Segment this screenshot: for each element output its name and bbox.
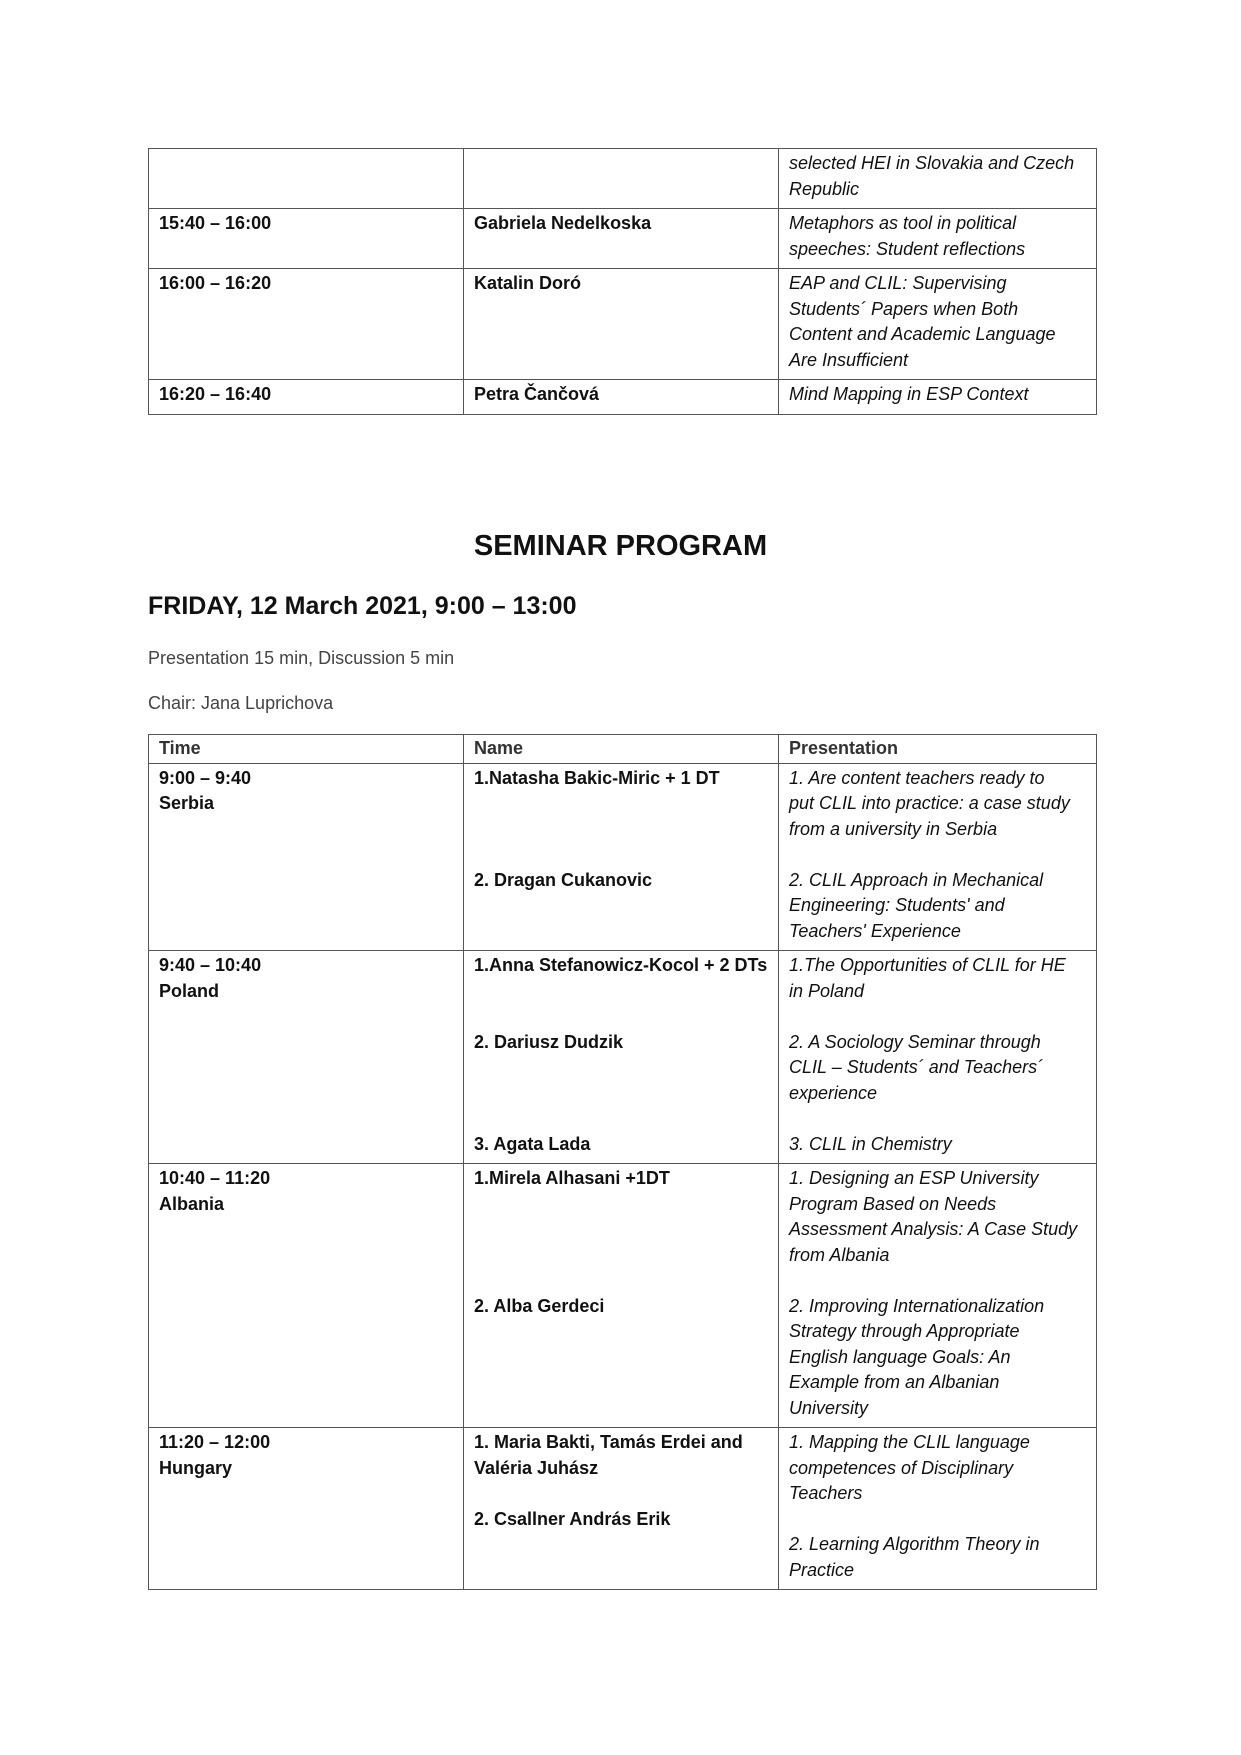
name-cell (464, 209, 779, 269)
presentation-title-line: Example from an Albanian (789, 1372, 1000, 1392)
presentation-title-line: Practice (789, 1559, 855, 1580)
presentation-title-line: Mind Mapping in ESP Context (789, 384, 1029, 404)
presentation-cell (779, 1164, 1097, 1428)
presenter-name: 2. Alba Gerdeci (474, 1295, 605, 1316)
presentation-cell (779, 380, 1097, 415)
presentation-title-line: Teachers' Experience (789, 920, 961, 941)
table-row (149, 1164, 1097, 1428)
name-cell (464, 269, 779, 380)
table-row (149, 269, 1097, 380)
presenter-name: 2. Dariusz Dudzik (474, 1031, 624, 1052)
presentation-title-line: selected HEI in Slovakia and Czech (789, 153, 1075, 173)
presentation-cell (779, 269, 1097, 380)
presentation-title-line: speeches: Student reflections (789, 238, 1026, 259)
name-cell (464, 1164, 779, 1428)
name-cell (464, 380, 779, 415)
blank-line (789, 1268, 1086, 1294)
header-presentation: Presentation (779, 735, 1097, 764)
continued-program-table (148, 148, 1097, 415)
blank-line (474, 1481, 768, 1507)
presenter-name: 3. Agata Lada (474, 1133, 591, 1154)
presenter-name: 1.Mirela Alhasani +1DT (474, 1168, 670, 1188)
blank-line (474, 791, 768, 817)
time-slot: 9:40 – 10:40 (159, 955, 262, 975)
time-cell (149, 209, 464, 269)
presentation-title-line: 2. Learning Algorithm Theory in (789, 1534, 1040, 1554)
presenter-name: Katalin Doró (474, 273, 582, 293)
blank-line (474, 817, 768, 843)
presentation-title-line: CLIL – Students´ and Teachers´ (789, 1057, 1044, 1077)
presentation-title-line: English language Goals: An (789, 1346, 1011, 1367)
seminar-program-body (149, 763, 1097, 1590)
presentation-title-line: Republic (789, 178, 860, 199)
table-row (149, 763, 1097, 951)
blank-line (474, 1192, 768, 1218)
presentation-title-line: from a university in Serbia (789, 818, 998, 839)
time-cell (149, 763, 464, 951)
continued-program-body (149, 149, 1097, 415)
presentation-title-line: Are Insufficient (789, 349, 909, 370)
time-slot: 10:40 – 11:20 (159, 1168, 271, 1188)
presentation-title-line: Content and Academic Language (789, 324, 1056, 344)
blank-line (474, 1004, 768, 1030)
time-slot: 11:20 – 12:00 (159, 1432, 271, 1452)
blank-line (789, 842, 1086, 868)
presenter-name: Valéria Juhász (474, 1457, 599, 1478)
blank-line (789, 1507, 1086, 1533)
country-name: Hungary (159, 1457, 233, 1478)
time-cell (149, 951, 464, 1164)
table-row (149, 149, 1097, 209)
presentation-title-line: Teachers (789, 1483, 863, 1503)
time-cell (149, 1428, 464, 1590)
name-cell (464, 951, 779, 1164)
table-row (149, 951, 1097, 1164)
chair-note: Chair: Jana Luprichova (148, 693, 334, 713)
blank-line (474, 1055, 768, 1081)
presentation-title-line: Assessment Analysis: A Case Study (789, 1219, 1078, 1239)
presentation-title-line: Program Based on Needs (789, 1193, 997, 1214)
presenter-name: 2. Csallner András Erik (474, 1508, 671, 1529)
name-cell (464, 763, 779, 951)
blank-line (474, 1243, 768, 1269)
presentation-title-line: Strategy through Appropriate (789, 1321, 1020, 1341)
country-name: Poland (159, 980, 220, 1001)
blank-line (789, 1106, 1086, 1132)
presentation-title-line: 1. Designing an ESP University (789, 1168, 1039, 1188)
page-title: SEMINAR PROGRAM (473, 530, 768, 562)
presentation-cell (779, 149, 1097, 209)
presentation-title-line: 1.The Opportunities of CLIL for HE (789, 955, 1066, 975)
blank-line (474, 842, 768, 868)
presentation-cell (779, 1428, 1097, 1590)
presentation-title-line: experience (789, 1082, 878, 1103)
time-cell (149, 1164, 464, 1428)
presentation-title-line: from Albania (789, 1244, 890, 1265)
blank-line (474, 1217, 768, 1243)
presentation-title-line: put CLIL into practice: a case study (789, 793, 1070, 813)
time-cell (149, 149, 464, 209)
name-cell (464, 149, 779, 209)
presentation-title-line: 1. Mapping the CLIL language (789, 1432, 1030, 1452)
country-name: Albania (159, 1193, 225, 1214)
presenter-name: 1.Anna Stefanowicz-Kocol + 2 DTs (474, 955, 768, 975)
presentation-cell (779, 763, 1097, 951)
presenter-name: Petra Čančová (474, 384, 600, 404)
table-row (149, 380, 1097, 415)
time-slot: 16:20 – 16:40 (159, 384, 272, 404)
name-cell (464, 1428, 779, 1590)
header-time: Time (149, 735, 464, 764)
header-name: Name (464, 735, 779, 764)
time-slot: 9:00 – 9:40 (159, 767, 252, 788)
presentation-title-line: Students´ Papers when Both (789, 298, 1019, 319)
table-header-row (149, 735, 1097, 764)
presentation-title-line: 2. Improving Internationalization (789, 1295, 1045, 1316)
blank-line (474, 1268, 768, 1294)
presentation-cell (779, 209, 1097, 269)
table-row (149, 209, 1097, 269)
presentation-title-line: in Poland (789, 980, 865, 1001)
duration-note: Presentation 15 min, Discussion 5 min (148, 648, 455, 668)
presenter-name: 2. Dragan Cukanovic (474, 869, 653, 890)
country-name: Serbia (159, 793, 215, 813)
blank-line (474, 979, 768, 1005)
blank-line (474, 1081, 768, 1107)
time-slot: 15:40 – 16:00 (159, 213, 272, 233)
time-cell (149, 269, 464, 380)
presentation-title-line: 1. Are content teachers ready to (789, 767, 1045, 788)
presentation-title-line: 2. A Sociology Seminar through (789, 1031, 1041, 1052)
session-date-heading: FRIDAY, 12 March 2021, 9:00 – 13:00 (148, 592, 577, 620)
blank-line (789, 1004, 1086, 1030)
presentation-title-line: 2. CLIL Approach in Mechanical (789, 869, 1044, 890)
presentation-title-line: Engineering: Students' and (789, 895, 1005, 915)
presentation-title-line: University (789, 1397, 869, 1418)
presentation-title-line: Metaphors as tool in political (789, 213, 1017, 233)
presentation-cell (779, 951, 1097, 1164)
presenter-name: Gabriela Nedelkoska (474, 213, 652, 233)
blank-line (474, 1106, 768, 1132)
seminar-program-table (148, 734, 1097, 1590)
time-cell (149, 380, 464, 415)
presenter-name: 1. Maria Bakti, Tamás Erdei and (474, 1432, 743, 1452)
presentation-title-line: 3. CLIL in Chemistry (789, 1133, 952, 1154)
time-slot: 16:00 – 16:20 (159, 273, 272, 293)
presenter-name: 1.Natasha Bakic-Miric + 1 DT (474, 767, 720, 788)
table-row (149, 1428, 1097, 1590)
presentation-title-line: EAP and CLIL: Supervising (789, 273, 1007, 293)
presentation-title-line: competences of Disciplinary (789, 1457, 1014, 1478)
